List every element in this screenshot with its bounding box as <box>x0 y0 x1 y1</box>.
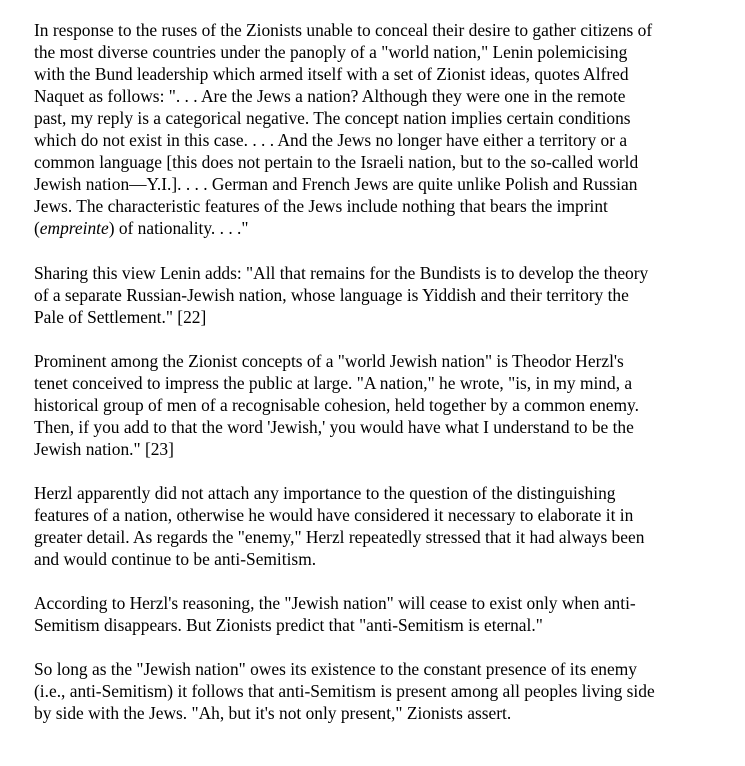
text-line: the most diverse countries under the panoply of a "world nation," Lenin polemicising <box>34 42 628 63</box>
paragraph-lenin-adds <box>34 262 734 328</box>
text-line: historical group of men of a recognisable cohesion, held together by a common enemy. <box>34 394 639 415</box>
text-line: Sharing this view Lenin adds: "All that remains for the Bundists is to develop the theory <box>34 262 649 283</box>
italic-term: empreinte <box>39 218 109 239</box>
text-line: Naquet as follows: ". . . Are the Jews a nation? Although they were one in the remote <box>34 86 626 107</box>
text-line: common language [this does not pertain to the Israeli nation, but to the so-called world <box>34 152 639 173</box>
paragraph-herzl-tenet <box>34 350 734 460</box>
text-line: greater detail. As regards the "enemy," Herzl repeatedly stressed that it had always been <box>34 527 645 548</box>
document-body <box>34 19 734 747</box>
text-line: of a separate Russian-Jewish nation, whose language is Yiddish and their territory the <box>34 284 629 305</box>
text-line: So long as the "Jewish nation" owes its existence to the constant presence of its enemy <box>34 659 637 680</box>
text-line: Pale of Settlement." [22] <box>34 306 207 327</box>
text-line: Prominent among the Zionist concepts of a "world Jewish nation" is Theodor Herzl's <box>34 350 624 371</box>
text-line: Jewish nation—Y.I.]. . . . German and French Jews are quite unlike Polish and Russian <box>34 174 638 195</box>
paragraph-herzl-reasoning <box>34 592 734 636</box>
text-fragment: ) of nationality. . . ." <box>108 218 249 239</box>
text-line: and would continue to be anti-Semitism. <box>34 549 317 570</box>
text-line: features of a nation, otherwise he would have considered it necessary to elaborate it in <box>34 505 634 526</box>
text-line: Jews. The characteristic features of the Jews include nothing that bears the imprint <box>34 196 608 217</box>
text-line: (i.e., anti-Semitism) it follows that anti-Semitism is present among all peoples living side <box>34 681 655 702</box>
text-line: Semitism disappears. But Zionists predict that "anti-Semitism is eternal." <box>34 615 543 636</box>
paragraph-herzl-features <box>34 482 734 570</box>
text-line: According to Herzl's reasoning, the "Jewish nation" will cease to exist only when anti- <box>34 593 636 614</box>
paragraph-lenin-naquet-quote <box>34 19 734 239</box>
text-line: Herzl apparently did not attach any importance to the question of the distinguishing <box>34 482 616 503</box>
text-line: which do not exist in this case. . . . And the Jews no longer have either a territory or a <box>34 130 628 151</box>
text-line <box>34 217 734 239</box>
text-line: tenet conceived to impress the public at large. "A nation," he wrote, "is, in my mind, a <box>34 372 633 393</box>
text-line: past, my reply is a categorical negative. The concept nation implies certain conditions <box>34 108 631 129</box>
text-line: Then, if you add to that the word 'Jewish,' you would have what I understand to be the <box>34 416 634 437</box>
text-line: In response to the ruses of the Zionists unable to conceal their desire to gather citizens of <box>34 20 653 40</box>
paragraph-so-long-as <box>34 658 734 724</box>
text-fragment: ( <box>34 218 40 239</box>
text-line: Jewish nation." [23] <box>34 438 174 459</box>
text-line: by side with the Jews. "Ah, but it's not only present," Zionists assert. <box>34 703 512 724</box>
text-line: with the Bund leadership which armed itself with a set of Zionist ideas, quotes Alfred <box>34 64 629 85</box>
